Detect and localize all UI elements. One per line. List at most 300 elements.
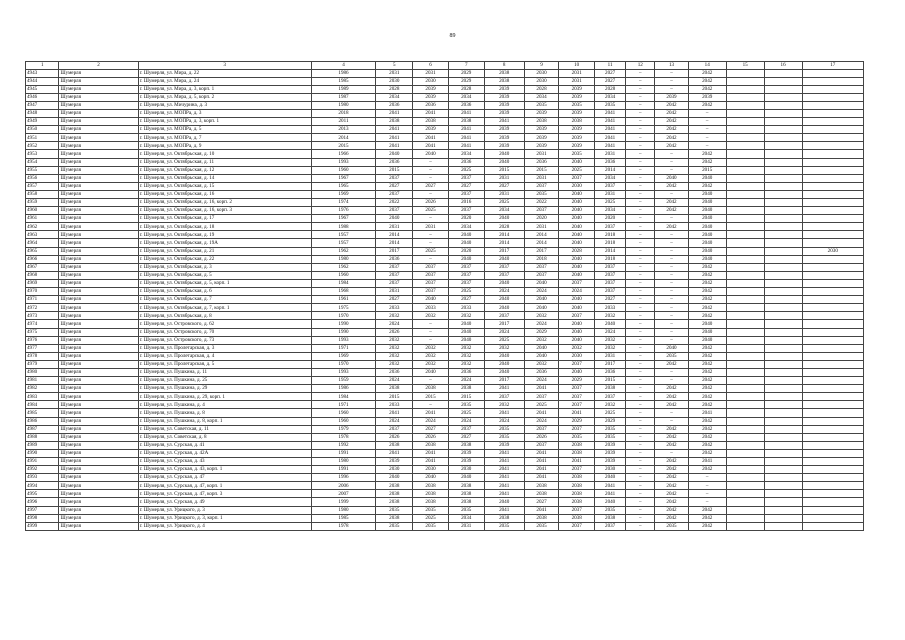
table-cell	[802, 433, 863, 441]
table-cell: Шумерля	[59, 69, 138, 77]
table-cell: –	[655, 312, 688, 320]
table-cell: 2034	[595, 207, 626, 215]
table-cell	[764, 288, 802, 296]
table-cell: 2041	[376, 449, 413, 457]
table-cell	[764, 433, 802, 441]
table-cell: 2015	[595, 377, 626, 385]
table-cell: 1985	[311, 514, 376, 522]
table-cell: 2016	[448, 199, 484, 207]
table-cell: 2040	[448, 255, 484, 263]
table-cell: Шумерля	[59, 296, 138, 304]
table-cell: 2015	[311, 142, 376, 150]
table-cell: 2041	[595, 118, 626, 126]
table-cell: 2034	[484, 207, 524, 215]
table-cell	[764, 368, 802, 376]
table-cell: –	[655, 449, 688, 457]
table-cell: Шумерля	[59, 255, 138, 263]
table-cell: 2038	[413, 498, 449, 506]
table-cell: Шумерля	[59, 514, 138, 522]
table-cell	[726, 522, 764, 530]
table-cell: 2030	[413, 466, 449, 474]
table-cell: 2042	[688, 77, 726, 85]
table-cell: 2042	[655, 490, 688, 498]
table-cell: 4997	[26, 506, 59, 514]
table-cell: 2040	[688, 223, 726, 231]
table-cell: 1970	[311, 360, 376, 368]
table-cell: 2042	[688, 360, 726, 368]
table-cell: 2037	[484, 263, 524, 271]
table-cell: 4965	[26, 247, 59, 255]
table-row	[26, 433, 864, 441]
table-cell: 2035	[559, 150, 595, 158]
header-cell: 14	[688, 62, 726, 70]
table-cell: 1960	[311, 166, 376, 174]
table-cell: 2025	[595, 409, 626, 417]
table-cell	[726, 263, 764, 271]
table-cell: 4951	[26, 134, 59, 142]
table-cell: 2036	[448, 368, 484, 376]
table-cell: Шумерля	[59, 182, 138, 190]
table-cell: 2036	[413, 101, 449, 109]
table-cell: 2036	[595, 158, 626, 166]
table-cell: –	[413, 174, 449, 182]
table-cell: 2042	[688, 296, 726, 304]
page-number: 89	[449, 33, 456, 39]
table-cell: 1967	[311, 215, 376, 223]
table-row	[26, 344, 864, 352]
table-cell	[726, 401, 764, 409]
table-cell	[802, 506, 863, 514]
table-cell: 2027	[595, 69, 626, 77]
table-cell: 2040	[484, 158, 524, 166]
table-cell: 2038	[413, 482, 449, 490]
table-cell: 2037	[595, 288, 626, 296]
table-cell: 2025	[448, 409, 484, 417]
table-cell: 2032	[559, 344, 595, 352]
table-cell: 2034	[448, 223, 484, 231]
table-cell: –	[626, 409, 655, 417]
table-cell: 2037	[376, 425, 413, 433]
table-cell: 1976	[311, 207, 376, 215]
table-cell	[726, 417, 764, 425]
table-row	[26, 158, 864, 166]
table-cell: 2024	[376, 320, 413, 328]
table-cell: 2024	[448, 417, 484, 425]
table-cell	[764, 304, 802, 312]
table-cell	[802, 336, 863, 344]
table-cell	[726, 312, 764, 320]
table-cell: 2040	[559, 207, 595, 215]
table-cell	[726, 126, 764, 134]
table-cell: Шумерля	[59, 215, 138, 223]
table-cell: 2025	[484, 336, 524, 344]
table-cell: 2038	[376, 490, 413, 498]
table-cell: г. Шумерля, ул. Мира, д. 22	[138, 69, 311, 77]
table-cell: 2042	[655, 425, 688, 433]
table-cell: 2042	[655, 182, 688, 190]
table-cell: 2036	[595, 368, 626, 376]
table-cell: 1993	[311, 158, 376, 166]
table-cell: 2042	[655, 498, 688, 506]
table-cell: 2041	[413, 109, 449, 117]
table-cell: 2042	[655, 385, 688, 393]
table-cell: г. Шумерля, ул. Октябрьская, д. 16, корп. 2	[138, 199, 311, 207]
table-cell: г. Шумерля, ул. Островского, д. 62	[138, 320, 311, 328]
table-cell: 2037	[524, 441, 559, 449]
table-cell	[802, 466, 863, 474]
table-cell: –	[626, 377, 655, 385]
table-cell: 2024	[413, 417, 449, 425]
table-cell	[726, 93, 764, 101]
table-row	[26, 368, 864, 376]
table-cell: –	[655, 190, 688, 198]
table-cell: 4945	[26, 85, 59, 93]
table-cell: 2014	[484, 239, 524, 247]
table-cell	[802, 126, 863, 134]
table-cell: 2040	[559, 320, 595, 328]
table-cell: 2035	[595, 506, 626, 514]
table-cell: 2038	[448, 490, 484, 498]
table-cell: Шумерля	[59, 304, 138, 312]
table-cell: 2032	[376, 336, 413, 344]
table-cell: –	[626, 69, 655, 77]
table-cell: 1968	[311, 288, 376, 296]
table-cell: Шумерля	[59, 134, 138, 142]
table-cell: 2035	[484, 425, 524, 433]
table-cell	[764, 190, 802, 198]
table-cell: 2014	[376, 231, 413, 239]
table-row	[26, 336, 864, 344]
table-cell: 4954	[26, 158, 59, 166]
table-cell: –	[655, 150, 688, 158]
table-cell: 2037	[559, 279, 595, 287]
table-cell: 2040	[484, 150, 524, 158]
table-cell: 2026	[413, 199, 449, 207]
table-cell: 2042	[655, 101, 688, 109]
table-cell	[802, 166, 863, 174]
table-cell	[764, 336, 802, 344]
table-row	[26, 182, 864, 190]
table-cell: 2028	[448, 85, 484, 93]
table-cell	[802, 150, 863, 158]
table-cell	[726, 288, 764, 296]
table-cell: 1961	[311, 296, 376, 304]
table-cell	[764, 150, 802, 158]
table-cell: 2041	[376, 126, 413, 134]
table-cell: г. Шумерля, ул. Урицкого, д. 3	[138, 506, 311, 514]
table-cell: 2040	[413, 296, 449, 304]
table-cell	[802, 93, 863, 101]
table-cell: Шумерля	[59, 368, 138, 376]
table-cell	[764, 93, 802, 101]
table-cell	[764, 522, 802, 530]
table-cell	[726, 174, 764, 182]
table-cell: 2032	[524, 336, 559, 344]
table-cell: 2014	[524, 231, 559, 239]
table-cell: 2024	[595, 328, 626, 336]
table-cell: 2031	[595, 150, 626, 158]
table-cell: 2037	[524, 263, 559, 271]
table-cell	[764, 490, 802, 498]
table-cell: 2040	[484, 279, 524, 287]
table-cell: 2039	[484, 109, 524, 117]
table-cell: 2040	[524, 296, 559, 304]
table-cell	[802, 142, 863, 150]
table-cell: 2042	[688, 433, 726, 441]
table-cell	[802, 514, 863, 522]
table-cell: 2011	[311, 118, 376, 126]
table-cell	[726, 498, 764, 506]
table-cell: 4956	[26, 174, 59, 182]
table-cell: 4999	[26, 522, 59, 530]
table-cell: 2041	[484, 466, 524, 474]
table-cell: 2038	[413, 490, 449, 498]
table-cell: 2037	[559, 385, 595, 393]
table-cell	[726, 101, 764, 109]
table-cell: Шумерля	[59, 393, 138, 401]
table-cell: 4947	[26, 101, 59, 109]
table-cell: 2037	[559, 506, 595, 514]
table-cell: 2038	[559, 118, 595, 126]
table-cell: 1991	[311, 449, 376, 457]
table-cell: –	[626, 466, 655, 474]
table-cell: –	[688, 109, 726, 117]
table-cell: 2014	[524, 239, 559, 247]
header-cell: 15	[726, 62, 764, 70]
table-cell: –	[688, 126, 726, 134]
table-cell: –	[626, 385, 655, 393]
table-cell: 2015	[448, 393, 484, 401]
table-cell: 2041	[559, 458, 595, 466]
table-cell: 2026	[376, 328, 413, 336]
table-cell: 2040	[655, 344, 688, 352]
table-row	[26, 506, 864, 514]
table-row	[26, 279, 864, 287]
table-row	[26, 166, 864, 174]
table-cell	[764, 118, 802, 126]
table-row	[26, 215, 864, 223]
table-cell: –	[626, 239, 655, 247]
table-cell: 2040	[484, 368, 524, 376]
table-cell: 2037	[484, 271, 524, 279]
table-cell: 4985	[26, 409, 59, 417]
table-cell: 2022	[524, 199, 559, 207]
table-cell	[726, 344, 764, 352]
table-cell: Шумерля	[59, 231, 138, 239]
table-cell: –	[626, 522, 655, 530]
table-cell	[726, 368, 764, 376]
table-cell	[802, 304, 863, 312]
table-cell: 2042	[688, 288, 726, 296]
table-cell	[764, 312, 802, 320]
table-cell: 2037	[559, 312, 595, 320]
table-cell: Шумерля	[59, 174, 138, 182]
table-cell: 4961	[26, 215, 59, 223]
table-cell	[726, 158, 764, 166]
table-cell: –	[626, 328, 655, 336]
table-cell: 2040	[688, 320, 726, 328]
table-cell: Шумерля	[59, 263, 138, 271]
table-cell	[764, 514, 802, 522]
table-cell: 2042	[655, 126, 688, 134]
table-cell: 2014	[311, 134, 376, 142]
table-cell: –	[655, 239, 688, 247]
table-cell: –	[626, 118, 655, 126]
table-cell: 2041	[595, 134, 626, 142]
table-row	[26, 142, 864, 150]
table-cell: 2041	[524, 474, 559, 482]
table-cell	[764, 360, 802, 368]
table-cell: 2018	[595, 255, 626, 263]
table-cell: 2037	[376, 190, 413, 198]
table-cell	[764, 482, 802, 490]
table-cell: 4971	[26, 296, 59, 304]
table-cell	[764, 377, 802, 385]
table-cell: 2042	[688, 312, 726, 320]
table-cell: г. Шумерля, ул. Октябрьская, д. 5	[138, 271, 311, 279]
table-cell: 2040	[688, 336, 726, 344]
table-cell	[802, 255, 863, 263]
table-cell: 2037	[559, 401, 595, 409]
table-cell: г. Шумерля, ул. Октябрьская, д. 8	[138, 312, 311, 320]
table-cell: 2024	[559, 288, 595, 296]
table-cell: 2035	[595, 433, 626, 441]
table-cell: 2037	[595, 263, 626, 271]
table-cell: 2041	[484, 490, 524, 498]
header-cell: 6	[413, 62, 449, 70]
table-cell: 2036	[448, 158, 484, 166]
table-cell	[802, 279, 863, 287]
table-cell: 2039	[413, 85, 449, 93]
table-cell: 2018	[595, 231, 626, 239]
table-cell: 2039	[524, 109, 559, 117]
table-cell	[726, 77, 764, 85]
table-cell	[764, 296, 802, 304]
table-cell: 2038	[413, 441, 449, 449]
table-cell: 2041	[595, 490, 626, 498]
table-row	[26, 466, 864, 474]
table-cell: 2041	[413, 409, 449, 417]
table-cell: 2025	[595, 199, 626, 207]
table-cell: г. Шумерля, ул. Октябрьская, д. 22	[138, 255, 311, 263]
table-cell: 1980	[311, 506, 376, 514]
table-cell: 2040	[595, 320, 626, 328]
table-cell	[802, 182, 863, 190]
table-cell	[726, 182, 764, 190]
table-cell: 1971	[311, 401, 376, 409]
table-cell: –	[655, 368, 688, 376]
table-cell: 2040	[448, 239, 484, 247]
table-cell: г. Шумерля, ул. Урицкого, д. 3, корп. 1	[138, 514, 311, 522]
table-cell	[726, 150, 764, 158]
table-cell: 2029	[524, 328, 559, 336]
table-cell	[726, 109, 764, 117]
table-cell: г. Шумерля, ул. Мира, д. 5, корп. 2	[138, 93, 311, 101]
table-cell: г. Шумерля, ул. Октябрьская, д. 16	[138, 190, 311, 198]
table-cell: 2038	[448, 385, 484, 393]
table-cell: –	[626, 401, 655, 409]
table-row	[26, 263, 864, 271]
table-cell	[764, 352, 802, 360]
table-cell: 2030	[376, 77, 413, 85]
table-cell: 2031	[376, 69, 413, 77]
table-cell	[764, 255, 802, 263]
header-cell: 16	[764, 62, 802, 70]
table-cell: 2042	[655, 482, 688, 490]
table-cell: 2040	[559, 336, 595, 344]
table-cell: 4949	[26, 118, 59, 126]
table-cell: 2040	[559, 255, 595, 263]
table-cell: –	[626, 514, 655, 522]
table-cell	[764, 69, 802, 77]
table-cell: –	[626, 360, 655, 368]
table-cell: 2017	[595, 360, 626, 368]
table-cell: 2035	[448, 506, 484, 514]
table-cell: –	[655, 166, 688, 174]
table-cell: 2037	[376, 263, 413, 271]
table-cell: Шумерля	[59, 377, 138, 385]
table-cell: 2038	[448, 441, 484, 449]
table-cell: 1990	[311, 320, 376, 328]
table-cell: 2040	[484, 215, 524, 223]
table-cell: Шумерля	[59, 498, 138, 506]
table-cell: 2039	[448, 458, 484, 466]
table-cell: г. Шумерля, ул. Пушкина, д. 8	[138, 409, 311, 417]
table-cell	[802, 207, 863, 215]
table-cell	[726, 377, 764, 385]
table-cell: 2040	[688, 174, 726, 182]
table-cell: 2039	[655, 93, 688, 101]
table-cell: 4998	[26, 514, 59, 522]
table-cell: 2014	[595, 166, 626, 174]
table-cell: –	[626, 304, 655, 312]
table-cell: г. Шумерля, ул. Октябрьская, д. 11	[138, 158, 311, 166]
table-cell: 2024	[484, 288, 524, 296]
table-cell: Шумерля	[59, 247, 138, 255]
table-cell: 4973	[26, 312, 59, 320]
table-cell	[802, 263, 863, 271]
table-row	[26, 458, 864, 466]
table-cell: 2038	[376, 498, 413, 506]
table-cell: 2042	[688, 352, 726, 360]
table-cell: –	[626, 279, 655, 287]
table-cell: 2024	[524, 288, 559, 296]
table-cell: –	[413, 231, 449, 239]
table-cell: –	[626, 458, 655, 466]
table-cell	[764, 101, 802, 109]
table-cell: –	[413, 166, 449, 174]
table-cell: –	[626, 344, 655, 352]
table-cell	[764, 393, 802, 401]
table-cell: 1966	[311, 150, 376, 158]
table-row	[26, 239, 864, 247]
table-cell	[802, 239, 863, 247]
table-cell: Шумерля	[59, 336, 138, 344]
table-cell: 2032	[413, 352, 449, 360]
table-cell: Шумерля	[59, 385, 138, 393]
table-cell: –	[655, 320, 688, 328]
table-cell: 2038	[376, 118, 413, 126]
header-cell: 12	[626, 62, 655, 70]
table-row	[26, 490, 864, 498]
table-cell: 2029	[595, 417, 626, 425]
table-cell: 2031	[413, 223, 449, 231]
table-cell: 4980	[26, 368, 59, 376]
table-cell: 2042	[688, 514, 726, 522]
table-cell: г. Шумерля, ул. Советская, д. 11	[138, 425, 311, 433]
table-cell: 2037	[559, 425, 595, 433]
table-cell: 2040	[413, 474, 449, 482]
